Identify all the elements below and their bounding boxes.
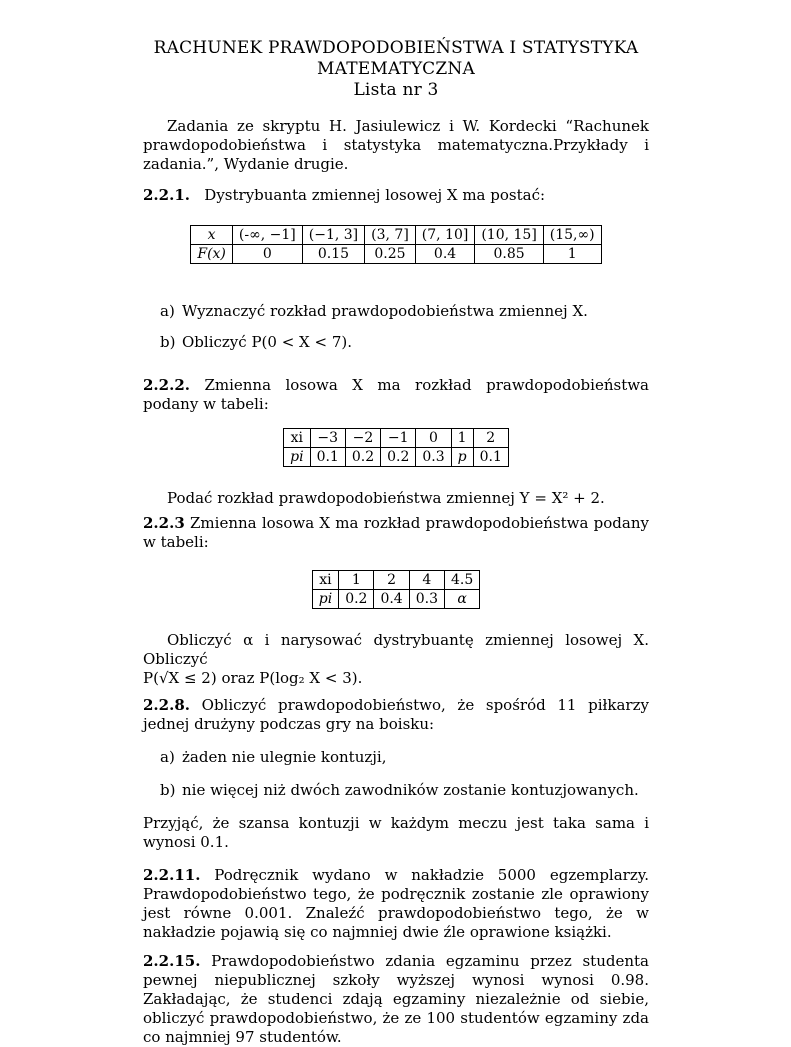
table-cell: 0.3 [416,448,451,467]
problem-2215 [143,952,649,1047]
subitems-221 [143,302,649,352]
pmf-table-222 [283,428,509,467]
table-row [284,448,509,467]
table-cell: 0.1 [310,448,345,467]
table-cell: 0.85 [475,245,543,264]
table-cell: 0 [416,429,451,448]
table-cell: 0.25 [365,245,416,264]
table-cell: α [444,590,479,609]
table-cell: 4 [409,571,444,590]
table-cell: xi [312,571,338,590]
table-row [191,226,601,245]
title-line-2: MATEMATYCZNA [317,59,475,79]
document-title [143,38,649,101]
pmf-table-223-wrap [143,570,649,609]
cdf-table-wrap [143,225,649,264]
intro-paragraph: Zadania ze skryptu H. Jasiulewicz i W. Kordecki “Rachunek prawdopodobieństwa i statystyka matematyczna.Przykłady i zadania.”, Wydanie drugie. [143,117,649,173]
table-cell: x [191,226,233,245]
table-cell: 1 [339,571,374,590]
problem-223-question-line1: Obliczyć α i narysować dystrybuantę zmiennej losowej X. Obliczyć [143,631,649,668]
problem-text: Obliczyć prawdopodobieństwo, że spośród 11 piłkarzy jednej drużyny podczas gry na boisku: [143,696,649,733]
problem-221 [143,186,649,205]
document-page [143,38,649,1047]
table-cell: 0.4 [374,590,409,609]
table-cell: F(x) [191,245,233,264]
subitems-228 [143,748,649,800]
table-cell: −3 [310,429,345,448]
list-item: b) Obliczyć P(0 < X < 7). [160,333,352,351]
table-cell: 0.2 [345,448,380,467]
table-cell: (7, 10] [415,226,475,245]
table-row [312,571,480,590]
problem-text: Prawdopodobieństwo zdania egzaminu przez studenta pewnej niepublicznej szkoły wyższej wynosi wynosi 0.98. Zakładając, że studenci zdają egzaminy niezależnie od siebie, obliczyć prawdopodobieństwo, że ze 100 studentów egzaminy zda co najmniej 97 studentów. [143,952,649,1046]
table-cell: 0.1 [473,448,508,467]
table-cell: (3, 7] [365,226,416,245]
table-cell: (-∞, −1] [232,226,302,245]
table-cell: xi [284,429,310,448]
problem-number: 2.2.15. [143,952,201,970]
table-row [191,245,601,264]
problem-number: 2.2.8. [143,696,190,714]
table-cell: 0.2 [339,590,374,609]
table-cell: (10, 15] [475,226,543,245]
list-item: a) żaden nie ulegnie kontuzji, [160,748,387,766]
problem-2211 [143,866,649,942]
table-cell: 0.3 [409,590,444,609]
pmf-table-222-wrap [143,428,649,467]
table-cell: pi [312,590,338,609]
table-cell: −2 [345,429,380,448]
problem-text: Zmienna losowa X ma rozkład prawdopodobieństwa podany w tabeli: [143,514,649,551]
problem-228 [143,696,649,734]
table-cell: 1 [543,245,601,264]
problem-number: 2.2.11. [143,866,201,884]
table-cell: 1 [451,429,473,448]
problem-223 [143,514,649,552]
table-cell: 0.4 [415,245,475,264]
table-cell: 0.15 [302,245,364,264]
table-cell: 2 [473,429,508,448]
table-cell: −1 [381,429,416,448]
table-row [312,590,480,609]
problem-number: 2.2.1. [143,186,190,204]
title-line-1: RACHUNEK PRAWDOPODOBIEŃSTWA I STATYSTYKA [153,38,639,58]
table-row [284,429,509,448]
problem-text: Zmienna losowa X ma rozkład prawdopodobieństwa podany w tabeli: [143,376,649,413]
problem-223-question-line2: P(√X ≤ 2) oraz P(log₂ X < 3). [143,669,363,687]
problem-number: 2.2.2. [143,376,190,394]
table-cell: 2 [374,571,409,590]
table-cell: (−1, 3] [302,226,364,245]
title-line-3: Lista nr 3 [353,80,439,100]
table-cell: pi [284,448,310,467]
table-cell: (15,∞) [543,226,601,245]
problem-228-note: Przyjąć, że szansa kontuzji w każdym meczu jest taka sama i wynosi 0.1. [143,814,649,851]
table-cell: 0.2 [381,448,416,467]
list-item: a) Wyznaczyć rozkład prawdopodobieństwa zmiennej X. [160,302,588,320]
cdf-table [190,225,601,264]
problem-222-question: Podać rozkład prawdopodobieństwa zmiennej Y = X² + 2. [167,489,605,507]
table-cell: p [451,448,473,467]
problem-text: Dystrybuanta zmiennej losowej X ma postać: [204,186,546,204]
problem-222 [143,376,649,414]
problem-text: Podręcznik wydano w nakładzie 5000 egzemplarzy. Prawdopodobieństwo tego, że podręcznik zostanie zle oprawiony jest równe 0.001. Znaleźć prawdopodobieństwo tego, że w nakładzie pojawią się co najmniej dwie źle oprawione książki. [143,866,649,941]
table-cell: 4.5 [444,571,479,590]
problem-number: 2.2.3 [143,514,185,532]
list-item: b) nie więcej niż dwóch zawodników zostanie kontuzjowanych. [160,781,639,799]
pmf-table-223 [312,570,481,609]
table-cell: 0 [232,245,302,264]
